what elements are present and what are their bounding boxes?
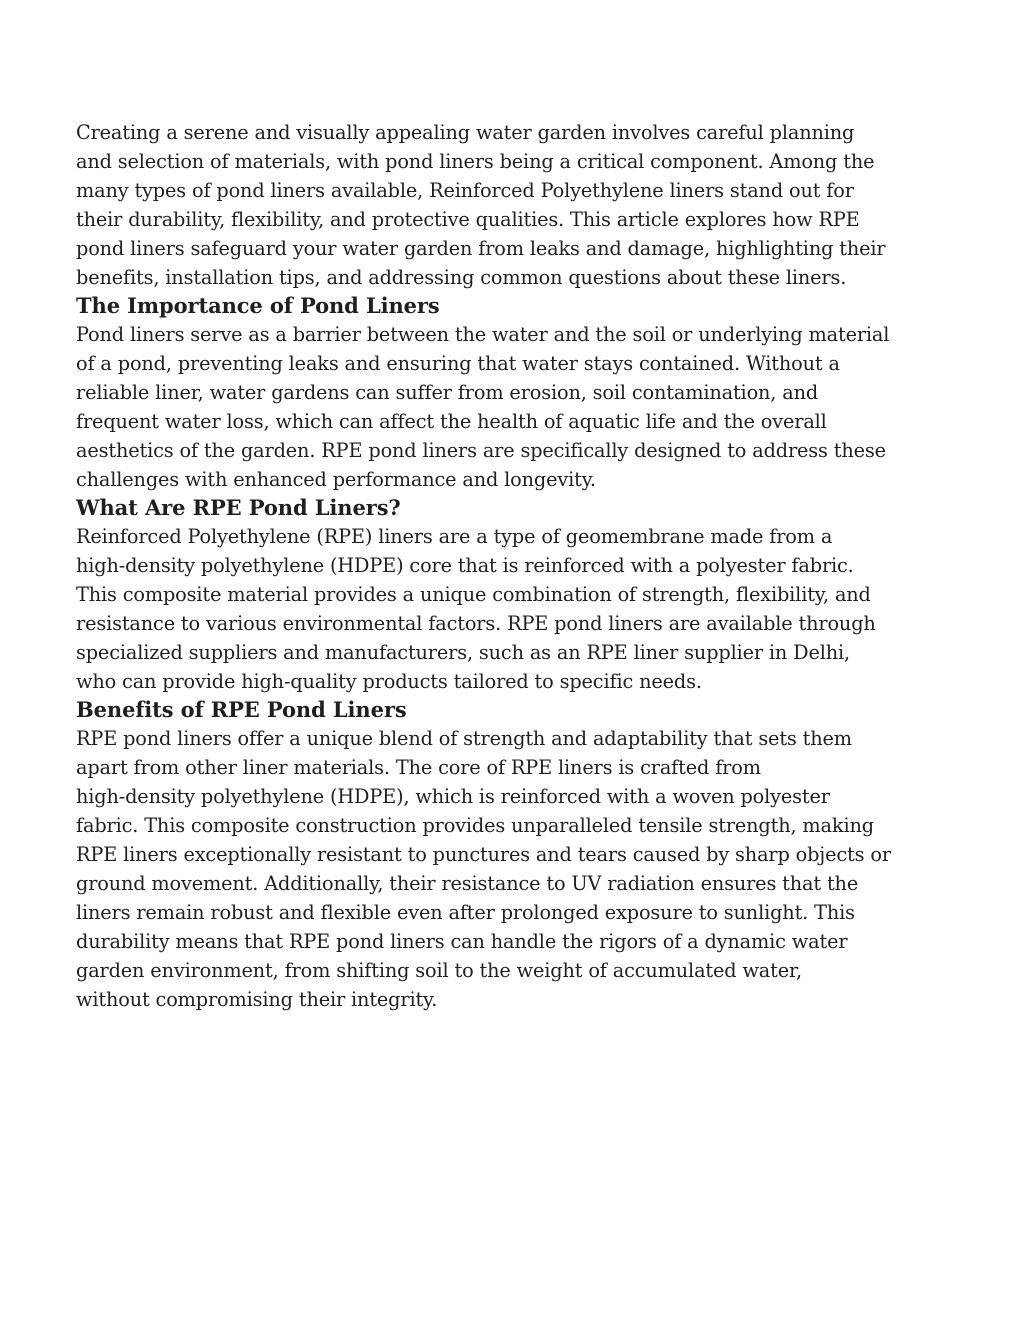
text-line: their durability, flexibility, and protective qualities. This article explores how RPE bbox=[76, 208, 860, 231]
document-page bbox=[76, 118, 912, 1014]
text-line: and selection of materials, with pond liners being a critical component. Among the bbox=[76, 150, 875, 173]
text-line: benefits, installation tips, and addressing common questions about these liners. bbox=[76, 266, 847, 289]
text-line: pond liners safeguard your water garden from leaks and damage, highlighting their bbox=[76, 237, 886, 260]
text-line: high-density polyethylene (HDPE) core that is reinforced with a polyester fabric. bbox=[76, 554, 854, 577]
text-line: frequent water loss, which can affect the health of aquatic life and the overall bbox=[76, 410, 827, 433]
text-line: reliable liner, water gardens can suffer from erosion, soil contamination, and bbox=[76, 381, 819, 404]
text-line: without compromising their integrity. bbox=[76, 988, 438, 1011]
section-heading-benefits: Benefits of RPE Pond Liners bbox=[76, 697, 407, 722]
section-heading-importance: The Importance of Pond Liners bbox=[76, 293, 440, 318]
text-line: resistance to various environmental factors. RPE pond liners are available through bbox=[76, 612, 876, 635]
text-line: who can provide high-quality products tailored to specific needs. bbox=[76, 670, 702, 693]
text-line: garden environment, from shifting soil to the weight of accumulated water, bbox=[76, 959, 802, 982]
section-paragraph-importance bbox=[76, 320, 912, 494]
text-line: liners remain robust and flexible even after prolonged exposure to sunlight. This bbox=[76, 901, 855, 924]
text-line: aesthetics of the garden. RPE pond liners are specifically designed to address these bbox=[76, 439, 886, 462]
text-line: durability means that RPE pond liners can handle the rigors of a dynamic water bbox=[76, 930, 848, 953]
text-line: Pond liners serve as a barrier between the water and the soil or underlying material bbox=[76, 323, 890, 346]
text-line: Creating a serene and visually appealing water garden involves careful planning bbox=[76, 121, 855, 144]
section-paragraph-what-are bbox=[76, 522, 912, 696]
text-line: This composite material provides a unique combination of strength, flexibility, and bbox=[76, 583, 871, 606]
text-line: high-density polyethylene (HDPE), which is reinforced with a woven polyester bbox=[76, 785, 830, 808]
text-line: RPE pond liners offer a unique blend of strength and adaptability that sets them bbox=[76, 727, 852, 750]
intro-paragraph bbox=[76, 118, 912, 292]
text-line: RPE liners exceptionally resistant to punctures and tears caused by sharp objects or bbox=[76, 843, 891, 866]
text-line: apart from other liner materials. The core of RPE liners is crafted from bbox=[76, 756, 761, 779]
text-line: ground movement. Additionally, their resistance to UV radiation ensures that the bbox=[76, 872, 859, 895]
text-line: of a pond, preventing leaks and ensuring that water stays contained. Without a bbox=[76, 352, 840, 375]
text-line: Reinforced Polyethylene (RPE) liners are a type of geomembrane made from a bbox=[76, 525, 833, 548]
text-line: challenges with enhanced performance and longevity. bbox=[76, 468, 596, 491]
section-heading-what-are: What Are RPE Pond Liners? bbox=[76, 495, 401, 520]
section-paragraph-benefits bbox=[76, 724, 912, 1014]
text-line: fabric. This composite construction provides unparalleled tensile strength, making bbox=[76, 814, 874, 837]
text-line: many types of pond liners available, Reinforced Polyethylene liners stand out for bbox=[76, 179, 854, 202]
text-line: specialized suppliers and manufacturers, such as an RPE liner supplier in Delhi, bbox=[76, 641, 851, 664]
